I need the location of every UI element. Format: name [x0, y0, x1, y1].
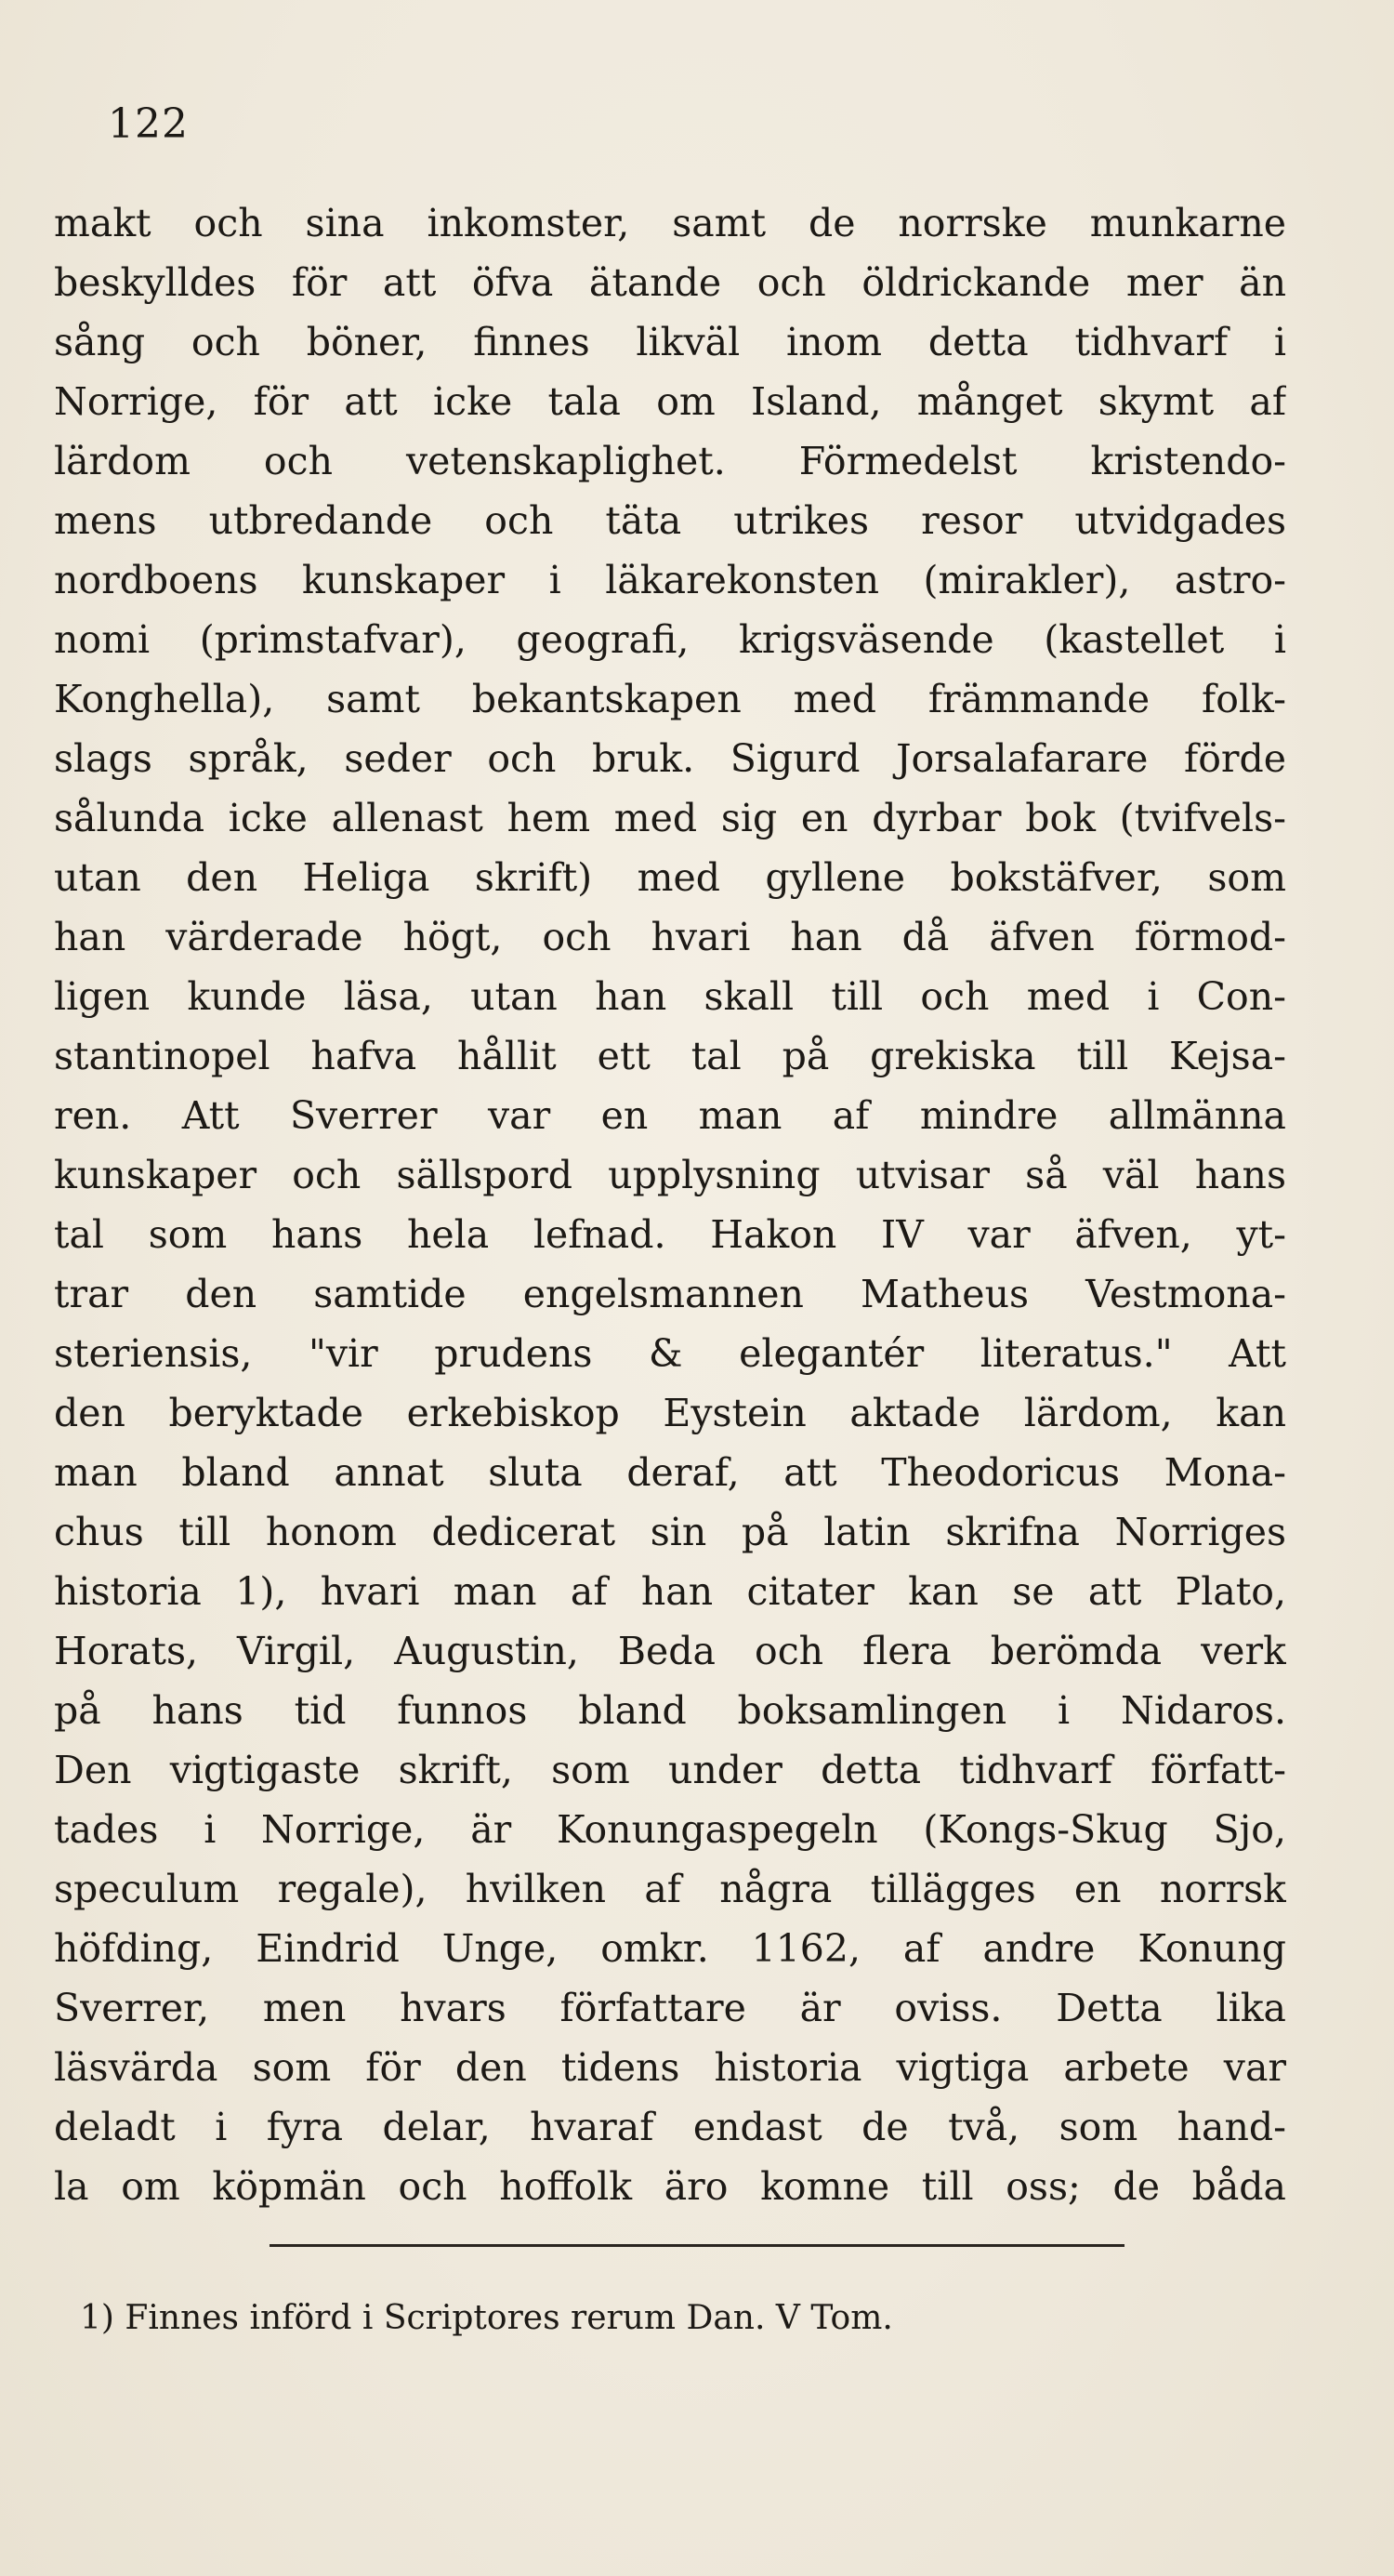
text-line: Sverrer, men hvars författare är oviss. Detta lika — [54, 1986, 1286, 2030]
text-line: lärdom och vetenskaplighet. Förmedelst kristendo- — [54, 439, 1286, 483]
text-line: han värderade högt, och hvari han då äfven förmod- — [54, 915, 1286, 959]
text-line: utan den Heliga skrift) med gyllene bokstäfver, som — [54, 855, 1286, 900]
text-line: historia 1), hvari man af han citater kan se att Plato, — [54, 1569, 1286, 1614]
text-line: makt och sina inkomster, samt de norrske munkarne — [54, 201, 1286, 245]
footnote: 1) Finnes införd i Scriptores rerum Dan. V Tom. — [80, 2299, 893, 2337]
text-line: Norrige, för att icke tala om Island, månget skymt af — [54, 379, 1286, 424]
text-line: nomi (primstafvar), geografi, krigsväsende (kastellet i — [54, 617, 1286, 662]
text-line: deladt i fyra delar, hvaraf endast de två, som hand- — [54, 2105, 1286, 2149]
text-line: beskylldes för att öfva ätande och öldrickande mer än — [54, 260, 1286, 305]
text-line: ren. Att Sverrer var en man af mindre allmänna — [54, 1093, 1286, 1138]
text-line: sång och böner, finnes likväl inom detta tidhvarf i — [54, 320, 1286, 364]
text-line: man bland annat sluta deraf, att Theodoricus Mona- — [54, 1450, 1286, 1495]
text-line: chus till honom dedicerat sin på latin skrifna Norriges — [54, 1510, 1286, 1554]
body-text — [54, 193, 1286, 2216]
text-line: läsvärda som för den tidens historia vigtiga arbete var — [54, 2045, 1286, 2090]
text-line: nordboens kunskaper i läkarekonsten (mirakler), astro- — [54, 558, 1286, 602]
text-line: sålunda icke allenast hem med sig en dyrbar bok (tvifvels- — [54, 796, 1286, 840]
text-line: på hans tid funnos bland boksamlingen i Nidaros. — [54, 1688, 1286, 1733]
text-line: steriensis, "vir prudens & elegantér literatus." Att — [54, 1331, 1286, 1376]
text-line: kunskaper och sällspord upplysning utvisar så väl hans — [54, 1153, 1286, 1197]
text-line: Konghella), samt bekantskapen med främmande folk- — [54, 677, 1286, 721]
text-line: slags språk, seder och bruk. Sigurd Jorsalafarare förde — [54, 736, 1286, 781]
text-line: mens utbredande och täta utrikes resor utvidgades — [54, 498, 1286, 543]
text-line: la om köpmän och hoffolk äro komne till oss; de båda — [54, 2164, 1286, 2209]
text-line: tal som hans hela lefnad. Hakon IV var äfven, yt- — [54, 1212, 1286, 1257]
text-line: höfding, Eindrid Unge, omkr. 1162, af andre Konung — [54, 1926, 1286, 1971]
text-line: speculum regale), hvilken af några tillägges en norrsk — [54, 1867, 1286, 1911]
footnote-divider — [270, 2244, 1124, 2247]
text-line: ligen kunde läsa, utan han skall till och med i Con- — [54, 974, 1286, 1019]
text-line: Horats, Virgil, Augustin, Beda och flera berömda verk — [54, 1629, 1286, 1673]
text-line: trar den samtide engelsmannen Matheus Vestmona- — [54, 1272, 1286, 1316]
text-line: tades i Norrige, är Konungaspegeln (Kongs-Skug Sjo, — [54, 1807, 1286, 1852]
text-line: Den vigtigaste skrift, som under detta tidhvarf författ- — [54, 1748, 1286, 1792]
text-line: den beryktade erkebiskop Eystein aktade lärdom, kan — [54, 1391, 1286, 1435]
text-line: stantinopel hafva hållit ett tal på grekiska till Kejsa- — [54, 1034, 1286, 1078]
page-number: 122 — [108, 100, 189, 148]
